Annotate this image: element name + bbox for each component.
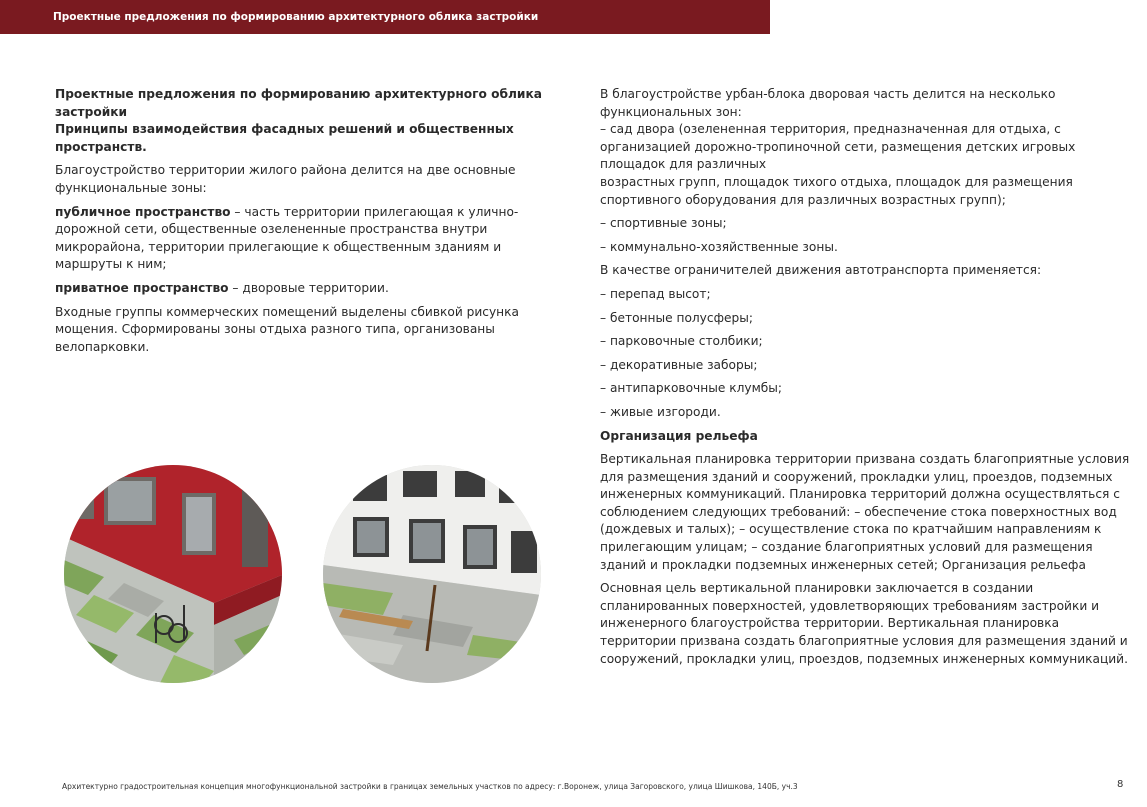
limiters-intro: В качестве ограничителей движения автотранспорта применяется: — [600, 263, 1042, 278]
public-space-term: публичное пространство — [55, 204, 231, 219]
garden-zone-text: – сад двора (озелененная территория, предназначенная для отдыха, с организацией дорожно-тропиночной сети, размещения детских игровых площадок для различных — [600, 122, 1076, 172]
list-item: – живые изгороди. — [600, 404, 721, 419]
subsection-heading: Принципы взаимодействия фасадных решений и общественных пространств. — [55, 122, 514, 154]
list-item: – антипарковочные клумбы; — [600, 381, 783, 396]
list-item: – бетонные полусферы; — [600, 310, 753, 325]
relief-paragraph-2: Основная цель вертикальной планировки заключается в создании спланированных поверхностей, удовлетворяющих требованиям застройки и инженерного благоустройства территории. Вертикальная планировка территории призвана создать благоприятные условия для размещения зданий и сооружений, прокладки улиц, проездов, подземных инженерных коммуникаций. — [600, 581, 1128, 666]
private-space-term: приватное пространство — [55, 280, 229, 295]
private-space-text: – дворовые территории. — [228, 280, 389, 295]
courtyard-intro: В благоустройстве урбан-блока дворовая часть делится на несколько функциональных зон: — [600, 87, 1056, 119]
header-bar — [0, 0, 770, 34]
intro-paragraph: Благоустройство территории жилого района делится на две основные функциональные зоны: — [55, 163, 516, 195]
list-item: – коммунально-хозяйственные зоны. — [600, 239, 838, 254]
courtyard-illustration-red-facade — [64, 465, 282, 683]
relief-heading: Организация рельефа — [600, 428, 758, 443]
list-item: – перепад высот; — [600, 286, 711, 301]
section-heading: Проектные предложения по формированию архитектурного облика застройки — [55, 87, 542, 119]
list-item: – декоративные заборы; — [600, 357, 758, 372]
footer-caption: Архитектурно градостроительная концепция многофункциональной застройки в границах земельных участков по адресу: г.Воронеж, улица Загоровского, улица Шишкова, 140Б, уч.3 — [62, 782, 798, 791]
public-space-text: – часть территории прилегающая к улично-дорожной сети, общественные озелененные пространства внутри микрорайона, территории прилегающие к общественным зданиям и маршруты к ним; — [55, 204, 519, 272]
right-column — [600, 86, 1135, 674]
page-number: 8 — [1117, 779, 1124, 790]
list-item: – парковочные столбики; — [600, 334, 763, 349]
private-space-paragraph — [55, 280, 555, 298]
list-item: – спортивные зоны; — [600, 216, 727, 231]
relief-paragraph-1: Вертикальная планировка территории призвана создать благоприятные условия для размещения зданий и сооружений, прокладки улиц, проездов, подземных инженерных коммуникаций. Планировка территорий должна осуществляться с соблюдением следующих требований: – обеспечение стока поверхностных вод (дождевых и талых); – осуществление стока по кратчайшим направлениям к прилегающим улицам; – создание благоприятных условий для размещения зданий и прокладки подземных инженерных сетей; Организация рельефа — [600, 452, 1130, 572]
courtyard-illustration-grey-facade — [323, 465, 541, 683]
left-column — [55, 86, 555, 362]
entrance-paragraph: Входные группы коммерческих помещений выделены сбивкой рисунка мощения. Сформированы зоны отдыха разного типа, организованы велопарковки. — [55, 304, 519, 354]
garden-zone-text-continued: возрастных групп, площадок тихого отдыха, площадок для размещения спортивного оборудования для различных возрастных групп); — [600, 174, 1073, 207]
public-space-paragraph — [55, 204, 555, 274]
header-title: Проектные предложения по формированию архитектурного облика застройки — [53, 11, 539, 23]
